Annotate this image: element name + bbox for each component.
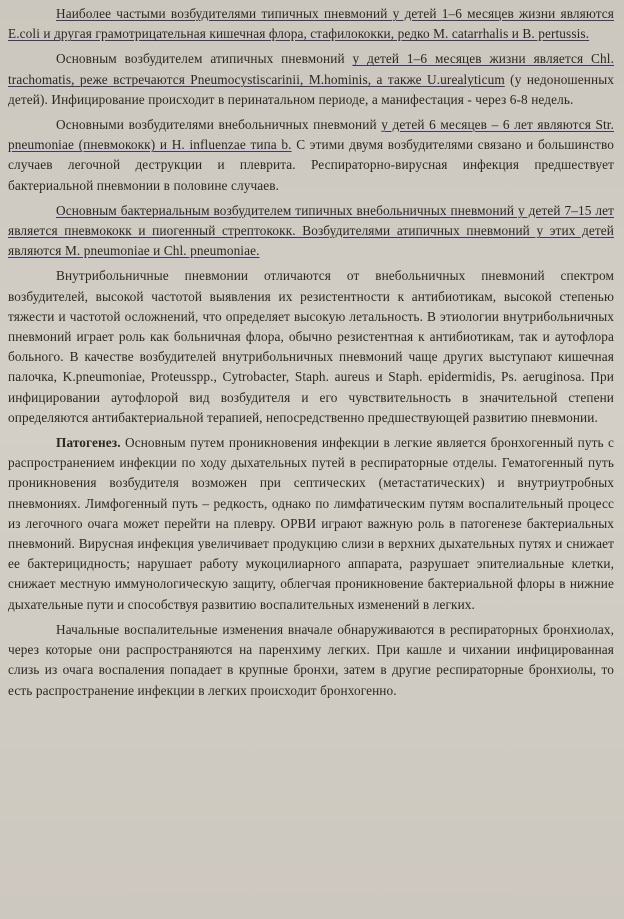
underlined-text: у детей 1–6 месяцев жизни является Chl. trachomatis, реже встречаются Pneumocystiscarinii, M.hominis, а также U.urealyticum xyxy=(8,51,614,87)
underlined-text: Наиболее частыми возбудителями типичных пневмоний у детей 1–6 месяцев жизни являются E.coli и другая грамотрицательная кишечная флора, стафилококки, редко M. catarrhalis и B. pertussis. xyxy=(8,6,614,42)
paragraph-text: Основным путем проникновения инфекции в легкие является бронхогенный путь с распространением инфекции по ходу дыхательных путей в респираторные отделы. Гематогенный путь проникновения возбудителя возможен при септических (метастатических) и внутриутробных пневмониях. Лимфогенный путь – редкость, однако по лимфатическим путям воспалительный процесс из легочного очага может перейти на плевру. ОРВИ играют важную роль в патогенезе бактериальных пневмоний. Вирусная инфекция увеличивает продукцию слизи в верхних дыхательных путях и снижает ее бактерицидность; нарушает работу мукоцилиарного аппарата, разрушает эпителиальные клетки, снижает местную иммунологическую защиту, облегчая проникновение бактериальной флоры в нижние дыхательные пути и способствуя развитию воспалительных изменений в легких. xyxy=(8,435,614,612)
paragraph-hospital-pneumonia xyxy=(8,266,614,428)
paragraph-initial-changes xyxy=(8,620,614,701)
paragraph-pathogens-infants-typical xyxy=(8,4,614,44)
paragraph-pathogenesis xyxy=(8,433,614,615)
underlined-text: Основным бактериальным возбудителем типичных внебольничных пневмоний у детей 7–15 лет является пневмококк и пиогенный стрептококк. Возбудителями атипичных пневмоний у этих детей являются M. pneumoniae и Chl. pneumoniae. xyxy=(8,202,614,259)
paragraph-pathogens-7-15y xyxy=(8,201,614,262)
paragraph-text: (у недоношенных детей). Инфицирование происходит в перинатальном периоде, а манифестация - через 6-8 недель. xyxy=(8,71,614,107)
paragraph-text: Основным возбудителем атипичных пневмоний xyxy=(56,51,353,67)
paragraph-pathogens-6m-6y xyxy=(8,115,614,196)
paragraph-text: Внутрибольничные пневмонии отличаются от внебольничных пневмоний спектром возбудителей, высокой частотой выявления их резистентности к антибиотикам, высокой степенью тяжести и частотой осложнений, что определяет высокую летальность. В этиологии внутрибольничных пневмоний играет роль как больничная флора, обычно резистентная к антибиотикам, так и аутофлора больного. В качестве возбудителей внутрибольничных пневмоний чаще других выступают кишечная палочка, K.pneumoniae, Proteusspp., Cytrobacter, Staph. aureus и Staph. epidermidis, Ps. aeruginosa. При инфицировании аутофлорой вид возбудителя и его чувствительность в значительной степени определяются антибактериальной терапией, непосредственно предшествующей развитию пневмонии. xyxy=(8,268,614,425)
underlined-text: у детей 6 месяцев – 6 лет являются Str. pneumoniae (пневмококк) и H. influenzae типа b. xyxy=(8,117,614,153)
section-heading-pathogenesis: Патогенез. xyxy=(56,435,121,451)
paragraph-text: С этими двумя возбудителями связано и большинство случаев легочной деструкции и плеврита. Респираторно-вирусная инфекция предшествует бактериальной пневмонии в половине случаев. xyxy=(8,137,614,193)
paragraph-text: Основными возбудителями внебольничных пневмоний xyxy=(56,117,382,133)
paragraph-text: Начальные воспалительные изменения вначале обнаруживаются в респираторных бронхиолах, через которые они распространяются на паренхиму легких. При кашле и чихании инфицированная слизь из очага воспаления попадает в крупные бронхи, затем в другие респираторные бронхиолы, то есть распространение инфекции в легких происходит бронхогенно. xyxy=(8,621,614,698)
paragraph-pathogens-infants-atypical xyxy=(8,49,614,110)
